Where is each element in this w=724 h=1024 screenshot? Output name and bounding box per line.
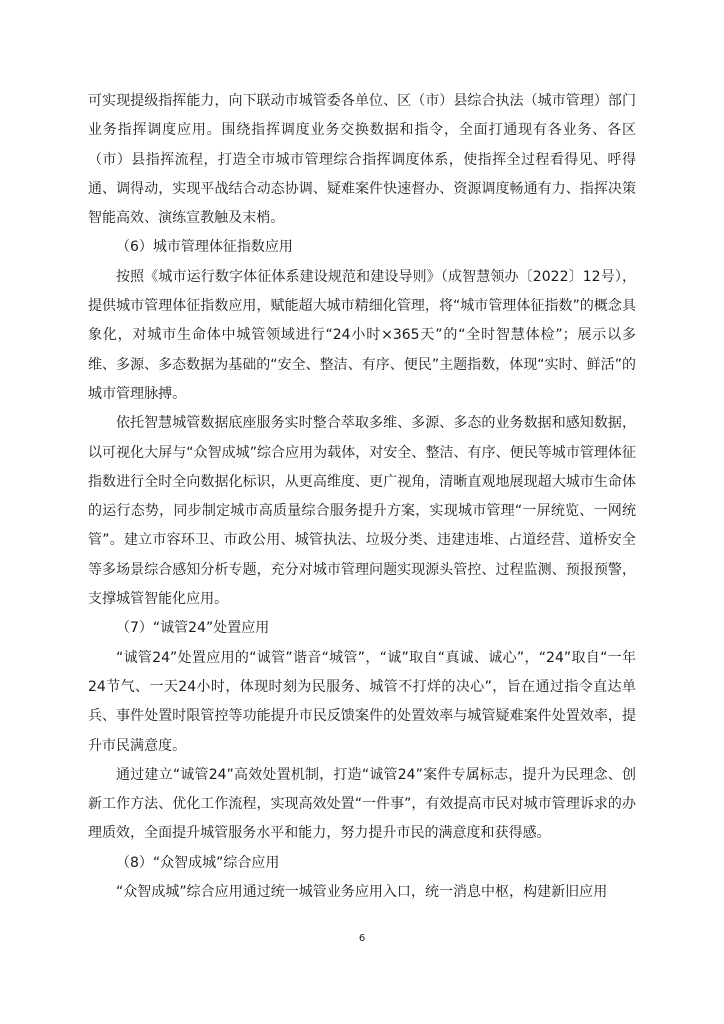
document-body — [88, 87, 636, 907]
paragraph-1: 可实现提级指挥能力，向下联动市城管委各单位、区（市）县综合执法（城市管理）部门业务指挥调度应用。围绕指挥调度业务交换数据和指令，全面打通现有各业务、各区（市）县指挥流程，打造全市城市管理综合指挥调度体系，使指挥全过程看得见、呼得通、调得动，实现平战结合动态协调、疑难案件快速督办、资源调度畅通有力、指挥决策智能高效、演练宣教触及末梢。 — [88, 93, 636, 227]
section-heading-8: （8）“众智成城”综合应用 — [116, 854, 280, 871]
paragraph-3: 依托智慧城管数据底座服务实时整合萃取多维、多源、多态的业务数据和感知数据，以可视化大屏与“众智成城”综合应用为载体，对安全、整洁、有序、便民等城市管理体征指数进行全时全向数据化标识，从更高维度、更广视角，清晰直观地展现超大城市生命体的运行态势，同步制定城市高质量综合服务提升方案，实现城市管理“一屏统览、一网统管”。建立市容环卫、市政公用、城管执法、垃圾分类、违建违堆、占道经营、道桥安全等多场景综合感知分析专题，充分对城市管理问题实现源头管控、过程监测、预报预警，支撑城管智能化应用。 — [88, 415, 636, 608]
page-number: 6 — [358, 933, 366, 944]
section-heading-6: （6）城市管理体征指数应用 — [116, 239, 293, 256]
paragraph-2: 按照《城市运行数字体征体系建设规范和建设导则》（成智慧领办〔2022〕12号），提供城市管理体征指数应用，赋能超大城市精细化管理，将“城市管理体征指数”的概念具象化，对城市生命体中城管领域进行“24小时×365天”的“全时智慧体检”；展示以多维、多源、多态数据为基础的“安全、整洁、有序、便民”主题指数，体现“实时、鲜活”的城市管理脉搏。 — [88, 268, 636, 402]
paragraph-4: “诚管24”处置应用的“诚管”谐音“城管”，“诚”取自“真诚、诚心”，“24”取自“一年24节气、一天24小时，体现时刻为民服务、城管不打烊的决心”，旨在通过指令直达单兵、事件处置时限管控等功能提升市民反馈案件的处置效率与城管疑难案件处置效率，提升市民满意度。 — [88, 649, 636, 754]
section-heading-7: （7）“诚管24”处置应用 — [116, 620, 270, 637]
paragraph-6: “众智成城”综合应用通过统一城管业务应用入口，统一消息中枢，构建新旧应用 — [116, 884, 608, 901]
paragraph-5: 通过建立“诚管24”高效处置机制，打造“诚管24”案件专属标志，提升为民理念、创新工作方法、优化工作流程，实现高效处置“一件事”，有效提高市民对城市管理诉求的办理质效，全面提升城管服务水平和能力，努力提升市民的满意度和获得感。 — [88, 766, 636, 842]
